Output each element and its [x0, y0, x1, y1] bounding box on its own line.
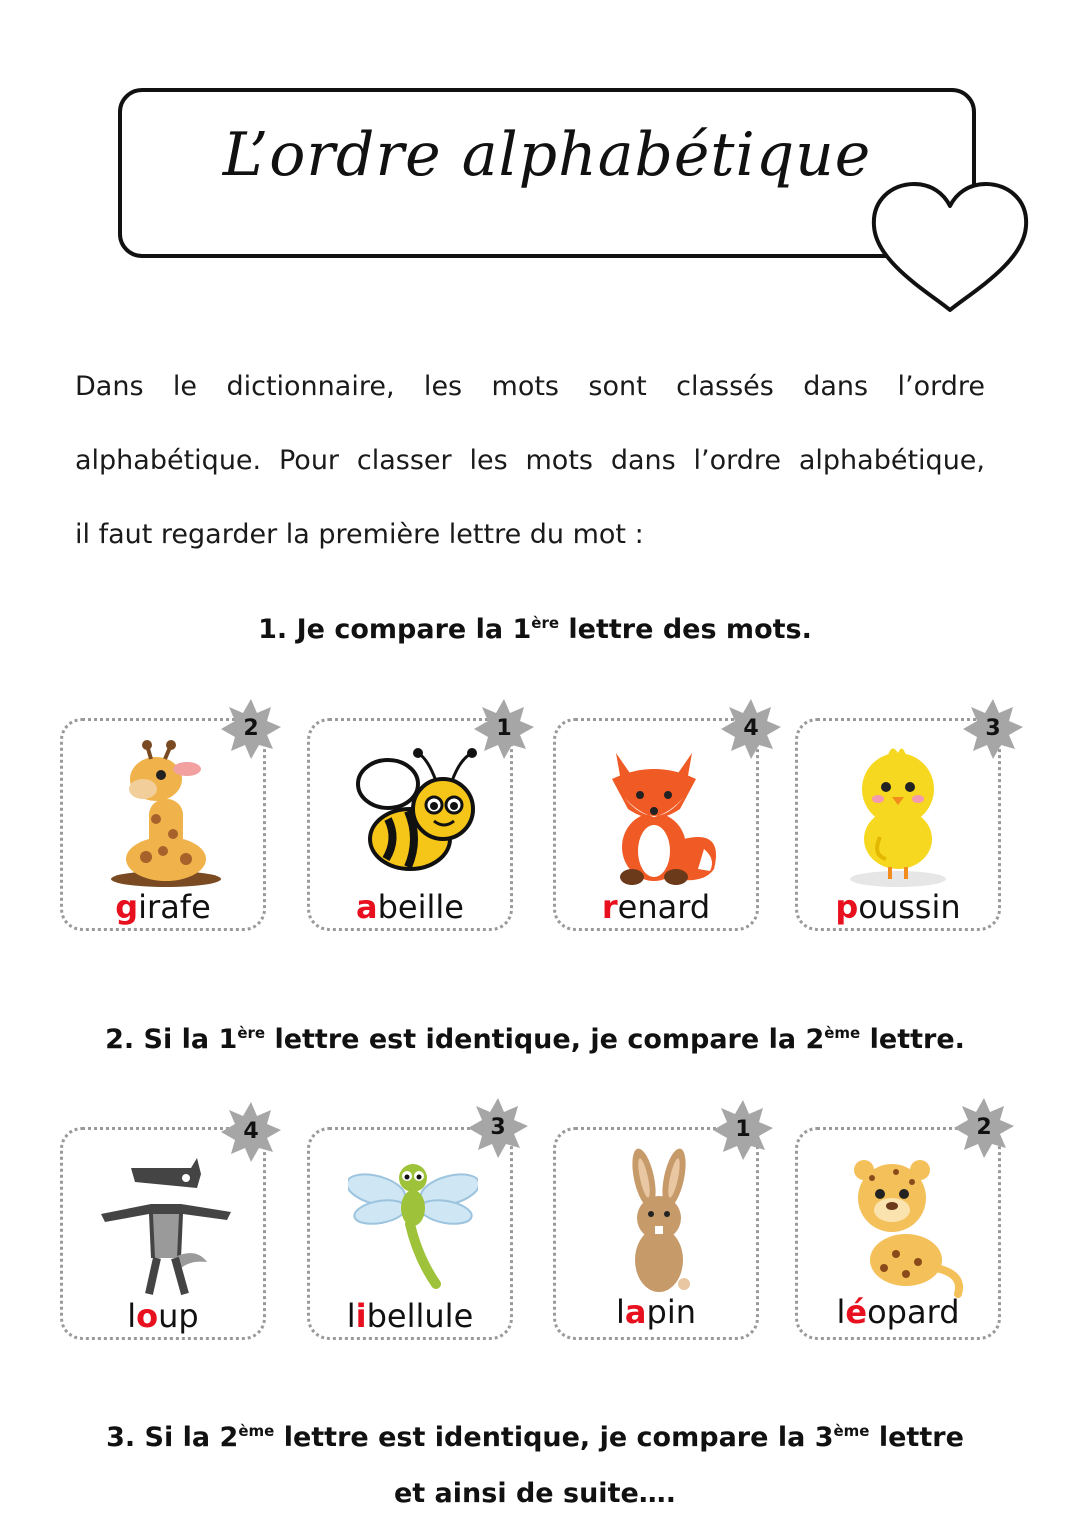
word-libellule: libellule: [346, 1297, 474, 1335]
word-girafe: girafe: [115, 888, 211, 926]
badge-leopard: 2: [952, 1096, 1016, 1160]
intro-paragraph: [75, 350, 985, 572]
rabbit-image: [594, 1148, 724, 1298]
badge-renard: 4: [719, 697, 783, 761]
badge-abeille: 1: [472, 697, 536, 761]
heart-icon: [868, 180, 1032, 316]
badge-poussin: 3: [961, 697, 1025, 761]
badge-lapin: 1: [711, 1098, 775, 1162]
page-title: L’ordre alphabétique: [222, 120, 872, 190]
giraffe-image: [101, 739, 231, 889]
chick-image: [836, 739, 966, 889]
word-lapin: lapin: [616, 1293, 696, 1331]
word-leopard: léopard: [836, 1293, 960, 1331]
leopard-image: [836, 1148, 966, 1298]
wolf-image: [101, 1148, 231, 1298]
fox-image: [594, 739, 724, 889]
step-2-heading: 2. Si la 1ère lettre est identique, je compare la 2ème lettre.: [105, 1024, 965, 1055]
word-loup: loup: [127, 1297, 199, 1335]
intro-line-1: Dans le dictionnaire, les mots sont classés dans l’ordre: [75, 371, 985, 402]
step-3-continuation: et ainsi de suite….: [393, 1478, 677, 1509]
intro-line-2: alphabétique. Pour classer les mots dans l’ordre alphabétique,: [75, 445, 985, 476]
word-poussin: poussin: [835, 888, 961, 926]
word-abeille: abeille: [356, 888, 464, 926]
step-1-heading: 1. Je compare la 1ère lettre des mots.: [258, 614, 812, 645]
step-3-heading: 3. Si la 2ème lettre est identique, je compare la 3ème lettre: [106, 1422, 964, 1453]
badge-girafe: 2: [219, 697, 283, 761]
bee-image: [348, 739, 478, 889]
word-renard: renard: [601, 888, 711, 926]
badge-libellule: 3: [466, 1096, 530, 1160]
badge-loup: 4: [219, 1100, 283, 1164]
intro-line-3: il faut regarder la première lettre du mot :: [75, 519, 644, 550]
dragonfly-image: [348, 1148, 478, 1298]
